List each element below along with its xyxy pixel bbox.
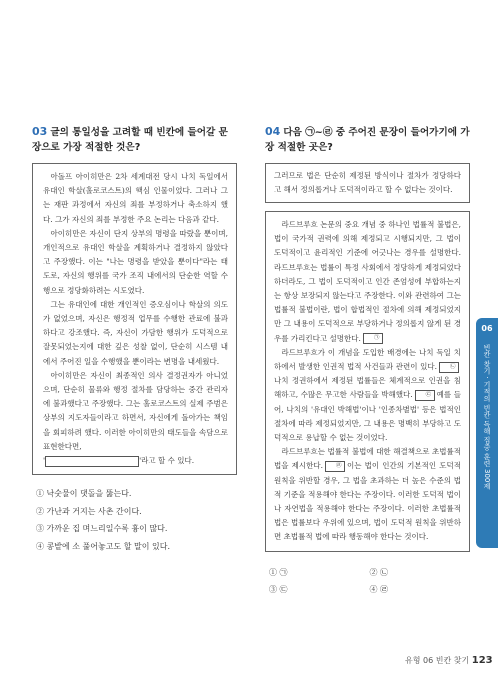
- passage-paragraph: 아이히만은 자신이 최종적인 의사 결정권자가 아니었으며, 단순히 물류와 행정 절차를 담당하는 중간 관리자에 불과했다고 주장했다. 그는 홀로코스트의 실제 주범은 상부의 지도자들이라고 하면서, 자신에게 돌아가는 책임을 회피하려 했다. 이러한 아이히만의 태도들을 속담으로 표현한다면,: [43, 370, 228, 451]
- passage-box: [32, 163, 237, 475]
- chapter-side-tab: [476, 318, 498, 548]
- passage-paragraph: 아돌프 아이히만은 2차 세계대전 당시 나치 독일에서 유대인 학살(홀로코스트)의 핵심 인물이었다. 그러나 그는 재판 과정에서 자신의 죄를 부정하거나 축소하지 했다. 그가 자신의 죄를 부정한 주요 논리는 다음과 같다.: [43, 172, 228, 224]
- choice-2[interactable]: ② ㉡: [369, 567, 389, 577]
- marker-3: ㉢: [415, 390, 435, 401]
- passage-paragraph: 라드브루흐 논문의 중요 개념 중 하나인 법률적 불법은, 법이 국가적 권력에 의해 제정되고 시행되지만, 그 법이 도덕적이고 윤리적인 기준에 어긋나는 경우를 설명한다. 라드브루흐는 법률이 특정 사회에서 정당하게 제정되었다 하더라도, 그 법이 도덕적이고 인간 존엄성에 부합하는지는 항상 보장되지 않는다고 주장한다. 이와 관련하여 그는 법률적 불법이란, 법이 합법적인 절차에 의해 제정되었지만 그 내용이 도덕적으로 부당하거나 정의롭지 않게 된 경우를 가리킨다고 설명한다. ㉠: [274, 220, 461, 343]
- choice-3[interactable]: ③ ㉢: [269, 584, 288, 594]
- passage-paragraph: 아이히만은 자신이 단지 상부의 명령을 따랐을 뿐이며, 개인적으로 유대인 학살을 계획하거나 결정하지 않았다고 주장했다. 이는 "나는 명령을 받았을 뿐이다"라는 태도로, 자신의 행위를 국가 조직 내에서의 단순한 역할 수행으로 정당화하려는 시도였다.: [43, 228, 228, 295]
- passage-paragraph: 그는 유대인에 대한 개인적인 증오심이나 학살의 의도가 없었으며, 자신은 행정적 업무를 수행한 관료에 불과하다고 강조했다. 즉, 자신이 가담한 행위가 도덕적으로 잘못되었는지에 대한 깊은 성찰 없이, 단순히 시스템 내에서 주어진 일을 수행했을 뿐이라는 변명을 내세웠다.: [43, 299, 228, 366]
- choice-1[interactable]: ① 낙숫물이 댓돌을 뚫는다.: [36, 489, 132, 499]
- choice-3[interactable]: ③ 가까운 집 며느리일수록 흉이 많다.: [36, 524, 168, 534]
- marker-1: ㉠: [363, 333, 383, 344]
- passage-paragraph: 라드브루흐가 이 개념을 도입한 배경에는 나치 독일 치하에서 발생한 인권적 법적 사건들과 관련이 있다. ㉡나치 정권하에서 제정된 법률들은 체계적으로 인권을 침해하고, 수많은 무고한 사람들을 박해했다. ㉢ 예를 들어, 나치의 '유대인 박해법'이나 '인종차별법' 등은 법적인 절차에 따라 제정되었지만, 그 내용은 명백히 부당하고 도덕적으로 용납할 수 없는 것이었다.: [274, 347, 461, 443]
- marker-2: ㉡: [439, 362, 459, 373]
- page-number: 123: [471, 655, 493, 666]
- answer-choices: [32, 485, 237, 555]
- page-footer: [405, 655, 493, 666]
- chapter-title: 빈칸 찾기 · 기적의 빈칸 독해 집중 훈련 300제: [483, 344, 491, 490]
- chapter-number: 06: [481, 324, 493, 333]
- question-04: [265, 124, 470, 598]
- question-number: 04: [265, 125, 281, 138]
- question-number: 03: [32, 125, 48, 138]
- given-sentence-box: [265, 163, 470, 203]
- choice-1[interactable]: ① ㉠: [269, 567, 288, 577]
- question-03: [32, 124, 237, 555]
- choice-4[interactable]: ④ 콩밭에 소 풀어놓고도 할 말이 있다.: [36, 541, 170, 551]
- blank-line: ' '라고 할 수 있다.: [43, 456, 195, 466]
- choice-4[interactable]: ④ ㉣: [369, 584, 389, 594]
- answer-blank: [45, 456, 139, 467]
- question-03-title: [32, 124, 237, 155]
- passage-box: [265, 211, 470, 552]
- question-text: 글의 통일성을 고려할 때 빈칸에 들어갈 문장으로 가장 적절한 것은?: [32, 127, 228, 153]
- answer-choices: [265, 564, 470, 598]
- passage-paragraph: 라드브루흐는 법률적 불법에 대한 해결책으로 초법률적 법을 제시한다. ㉣ 이는 법이 인간의 기본적인 도덕적 원칙을 위반할 경우, 그 법을 초과하는 더 높은 수준의 법적 기준을 적용해야 한다는 주장이다. 이러한 도덕적 법이나 자연법을 적용해야 한다는 주장이다. 이러한 초법률적 법은 법률보다 우위에 있으며, 법이 도덕적 원칙을 위반하면 초법률적 법에 따라 행동해야 한다는 것이다.: [274, 447, 461, 542]
- footer-label: 유형 06 빈칸 찾기: [405, 656, 470, 665]
- question-text: 다음 ㉠~㉣ 중 주어진 문장이 들어가기에 가장 적절한 곳은?: [265, 127, 470, 153]
- marker-4: ㉣: [325, 461, 345, 472]
- choice-2[interactable]: ② 가난과 거지는 사촌 간이다.: [36, 506, 142, 516]
- given-sentence: 그러므로 법은 단순히 제정된 방식이나 절차가 정당하다고 해서 정의롭거나 도덕적이라고 할 수 없다는 것이다.: [274, 171, 461, 194]
- question-04-title: [265, 124, 470, 155]
